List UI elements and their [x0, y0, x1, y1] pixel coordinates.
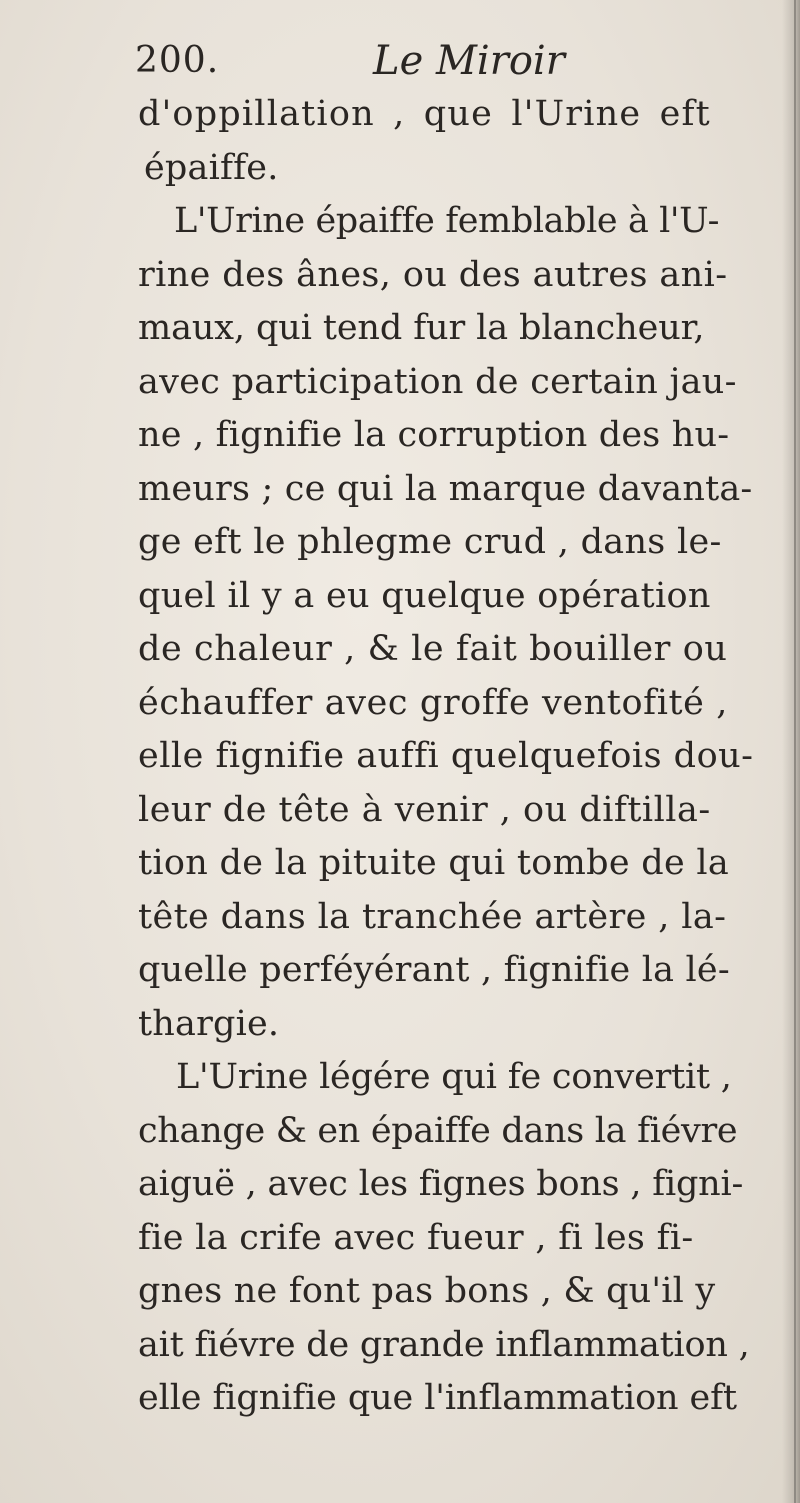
text-line: ge eft le phlegme crud , dans le- — [138, 522, 722, 562]
text-line: thargie. — [138, 1003, 280, 1044]
text-line: L'Urine épaiffe femblable à l'U- — [174, 201, 720, 241]
text-line: elle fignifie auffi quelquefois dou- — [138, 736, 754, 776]
text-line: gnes ne font pas bons , & qu'il y — [138, 1271, 716, 1311]
running-title: Le Miroir — [373, 38, 565, 84]
text-line: tête dans la tranchée artère , la- — [138, 896, 727, 937]
text-line: aiguë , avec les fignes bons , figni- — [138, 1164, 744, 1204]
text-line: L'Urine légére qui fe convertit , — [176, 1057, 732, 1097]
page-edge-line — [794, 0, 796, 1503]
text-line: épaiffe. — [144, 147, 279, 188]
page-number: 200. — [135, 40, 220, 81]
text-line: leur de tête à venir , ou diftilla- — [138, 789, 711, 830]
text-line: maux, qui tend fur la blancheur, — [138, 308, 705, 348]
text-line: change & en épaiffe dans la fiévre — [138, 1110, 738, 1151]
text-line: fie la crife avec fueur , fi les fi- — [138, 1217, 694, 1258]
text-line: avec participation de certain jau- — [138, 361, 737, 402]
text-line: quelle perféyérant , fignifie la lé- — [138, 950, 730, 990]
page-edge-shadow — [782, 0, 800, 1503]
text-line: ne , fignifie la corruption des hu- — [138, 415, 730, 455]
body-text — [138, 88, 778, 1426]
text-line: ait fiévre de grande inflammation , — [138, 1324, 750, 1365]
page-header — [135, 38, 595, 84]
text-line: d'oppillation , que l'Urine eft — [138, 94, 711, 134]
text-line: meurs ; ce qui la marque davanta- — [138, 468, 753, 509]
text-line: rine des ânes, ou des autres ani- — [138, 254, 728, 295]
text-line: tion de la pituite qui tombe de la — [138, 843, 730, 883]
text-line: échauffer avec groffe ventofité , — [138, 682, 728, 723]
text-line: de chaleur , & le fait bouiller ou — [138, 629, 728, 669]
text-line: elle fignifie que l'inflammation eft — [138, 1378, 737, 1418]
text-line: quel il y a eu quelque opération — [138, 575, 711, 616]
